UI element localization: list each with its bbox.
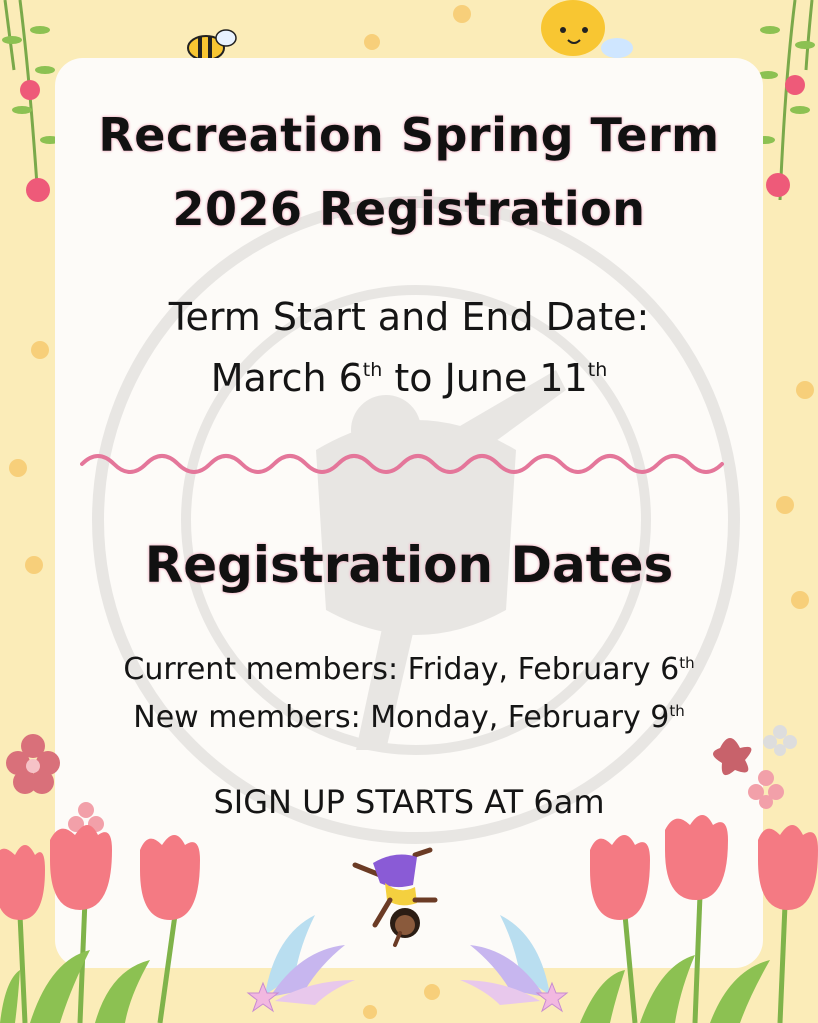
term-start: March 6 <box>210 356 363 400</box>
current-members-suffix: th <box>679 654 695 673</box>
wavy-divider <box>80 444 740 484</box>
new-members-text: New members: Monday, February 9 <box>133 700 670 735</box>
current-members-text: Current members: Friday, February 6 <box>123 652 680 687</box>
tulips-left-icon <box>0 820 230 1023</box>
sign-up-time: SIGN UP STARTS AT 6am <box>213 783 605 821</box>
new-members-suffix: th <box>669 702 685 721</box>
bee-large-icon <box>535 0 635 60</box>
title-line-1: Recreation Spring Term <box>98 108 720 162</box>
term-end-suffix: th <box>587 358 608 381</box>
current-members-line <box>55 652 763 687</box>
shooting-star-right-icon <box>455 905 570 1015</box>
registration-heading: Registration Dates <box>144 536 674 594</box>
term-label: Term Start and End Date: <box>168 295 650 339</box>
term-start-suffix: th <box>362 358 383 381</box>
flower-right-icon <box>690 718 818 818</box>
term-dates <box>55 356 763 400</box>
term-end: to June 11 <box>382 356 588 400</box>
gymnast-icon <box>345 845 445 950</box>
new-members-line <box>55 700 763 735</box>
title-line-2: 2026 Registration <box>172 182 646 236</box>
academy-seal-watermark <box>86 190 746 850</box>
tulips-right-icon <box>580 805 818 1023</box>
shooting-star-left-icon <box>245 905 360 1015</box>
